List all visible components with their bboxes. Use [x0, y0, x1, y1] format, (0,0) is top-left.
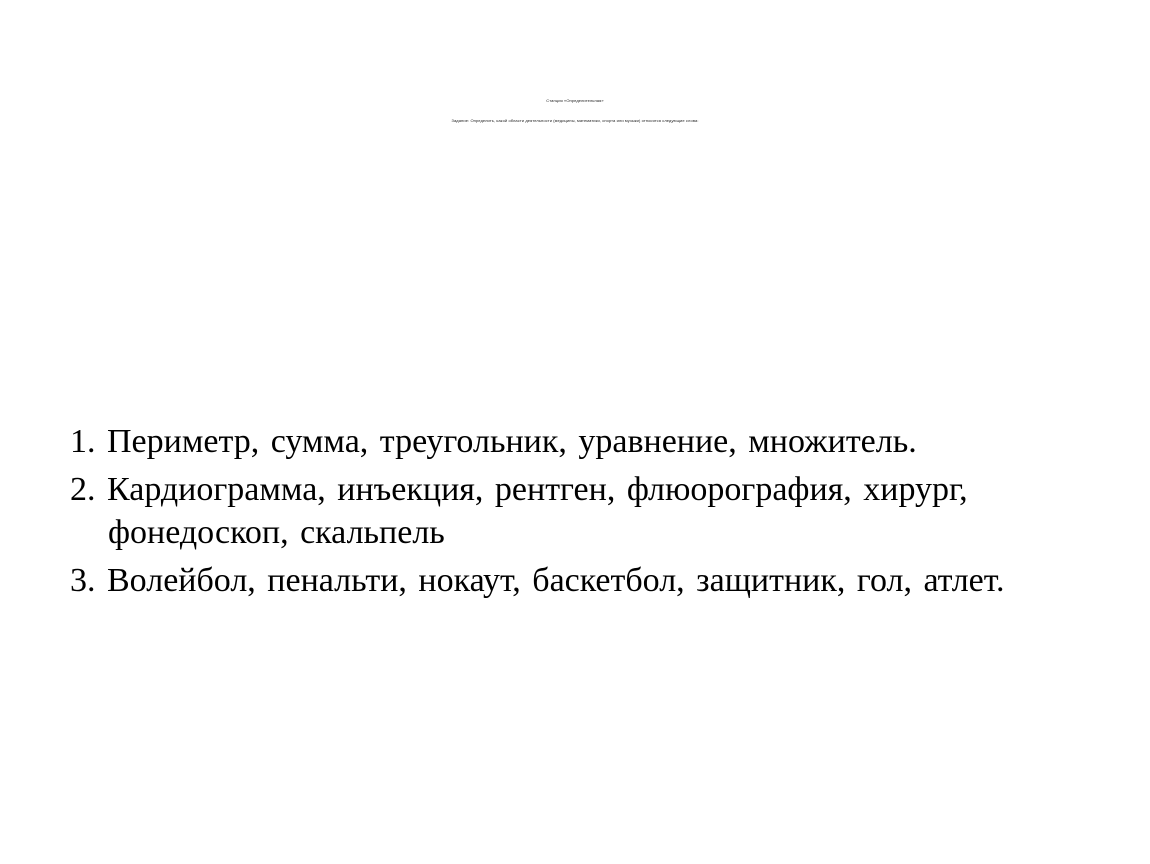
list-item: 1. Периметр, сумма, треугольник, уравнение, множитель. — [70, 423, 917, 460]
list-item: 3. Волейбол, пенальти, нокаут, баскетбол, защитник, гол, атлет. — [70, 562, 1005, 599]
word-list — [70, 420, 1090, 607]
list-item: 2. Кардиограмма, инъекция, рентген, флюорография, хирург, фонедоскоп, скальпель — [70, 471, 968, 551]
slide-title: Станция «Определительная» — [546, 98, 604, 103]
slide-subtitle: Задание: Определить, какой области деятельности (медицины, математики, спорта или музыки) относятся следующие слова: — [451, 118, 699, 123]
slide-header — [0, 98, 1150, 124]
